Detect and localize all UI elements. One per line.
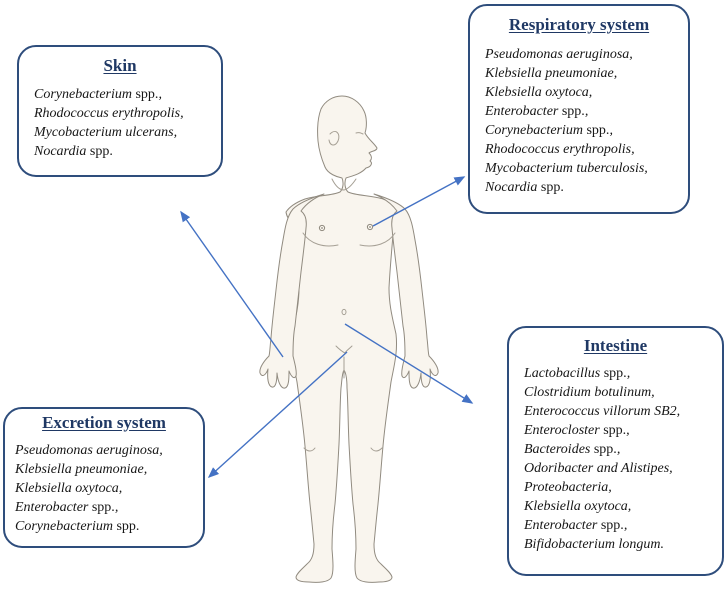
skin-bacteria-list: [19, 75, 221, 161]
bacteria-item: Pseudomonas aeruginosa,: [485, 47, 633, 62]
human-body-figure: [260, 96, 438, 582]
intestine-info-box: [507, 326, 724, 576]
bacteria-item: Proteobacteria,: [524, 480, 612, 495]
skin-box-title: Skin: [103, 56, 137, 75]
bacteria-item: Nocardia spp.: [485, 180, 564, 195]
bacteria-item: Corynebacterium spp.,: [485, 123, 613, 138]
bacteria-item: Corynebacterium spp.,: [34, 87, 162, 102]
bacteria-item: Rhodococcus erythropolis,: [485, 142, 635, 157]
bacteria-item: Enterobacter spp.,: [485, 104, 589, 119]
bacteria-item: Klebsiella oxytoca,: [15, 481, 123, 496]
respiratory-info-box: [468, 4, 690, 214]
bacteria-item: Klebsiella oxytoca,: [524, 499, 632, 514]
bacteria-item: Clostridium botulinum,: [524, 385, 655, 400]
bacteria-item: Enterobacter spp.,: [15, 500, 119, 515]
bacteria-item: Klebsiella pneumoniae,: [15, 462, 148, 477]
bacteria-item: Pseudomonas aeruginosa,: [15, 443, 163, 458]
bacteria-item: Bifidobacterium longum.: [524, 537, 664, 552]
bacteria-item: Mycobacterium tuberculosis,: [485, 161, 648, 176]
skin-info-box: [17, 45, 223, 177]
bacteria-item: Nocardia spp.: [34, 144, 113, 159]
bacteria-item: Klebsiella pneumoniae,: [485, 66, 618, 81]
intestine-bacteria-list: [509, 355, 722, 554]
left-nipple-dot: [321, 227, 323, 229]
intestine-box-title: Intestine: [583, 336, 648, 355]
bacteria-item: Corynebacterium spp.: [15, 519, 140, 534]
bacteria-item: Rhodococcus erythropolis,: [34, 106, 184, 121]
bacteria-item: Enterococcus villorum SB2,: [524, 404, 681, 419]
arrow-to-skin-box: [181, 212, 283, 357]
bacteria-item: Bacteroides spp.,: [524, 442, 621, 457]
right-nipple-dot: [369, 226, 371, 228]
bacteria-item: Lactobacillus spp.,: [524, 366, 631, 381]
respiratory-box-title: Respiratory system: [508, 15, 650, 34]
bacteria-item: Enterocloster spp.,: [524, 423, 630, 438]
respiratory-bacteria-list: [470, 34, 688, 197]
excretion-bacteria-list: [5, 432, 203, 536]
body-silhouette: [286, 96, 402, 582]
excretion-info-box: [3, 407, 205, 548]
bacteria-item: Klebsiella oxytoca,: [485, 85, 593, 100]
bacteria-item: Mycobacterium ulcerans,: [34, 125, 178, 140]
excretion-box-title: Excretion system: [42, 413, 166, 432]
bacteria-item: Odoribacter and Alistipes,: [524, 461, 673, 476]
bacteria-item: Enterobacter spp.,: [524, 518, 628, 533]
